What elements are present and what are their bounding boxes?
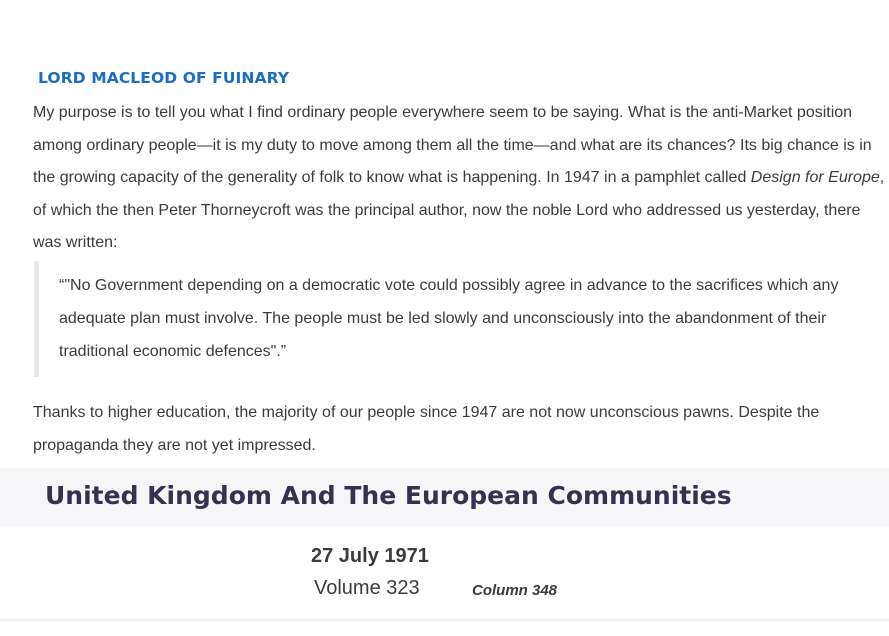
block-quote xyxy=(34,261,854,377)
contribution-paragraph-closing: Thanks to higher education, the majority of our people since 1947 are not now unconscious pawns. Despite the propaganda they are not yet impressed. xyxy=(33,404,820,454)
quote-text: “"No Government depending on a democratic vote could possibly agree in advance to the sacrifices which any adequate plan must involve. The people must be led slowly and unconsciously into the abandonment of their traditional economic defences".” xyxy=(59,277,839,360)
contribution-paragraph xyxy=(33,97,885,260)
volume-number: Volume 323 xyxy=(314,577,420,599)
paragraph-text-continued: , of which the then Peter Thorneycroft was the principal author, now the noble Lord who addressed us yesterday, there was written: xyxy=(33,169,885,251)
paragraph-text: My purpose is to tell you what I find ordinary people everywhere seem to be saying. What is the anti-Market position among ordinary people—it is my duty to move among them all the time—and what are its chances? Its big chance is in the growing capacity of the generality of folk to know what is happening. In 1947 in a pamphlet called xyxy=(33,104,872,186)
divider xyxy=(0,619,889,621)
publication-title: Design for Europe xyxy=(750,169,880,186)
column-number: Column 348 xyxy=(472,582,558,599)
sitting-date: 27 July 1971 xyxy=(311,545,429,567)
debate-title[interactable]: United Kingdom And The European Communities xyxy=(45,481,732,510)
speaker-name[interactable]: LORD MACLEOD OF FUINARY xyxy=(38,69,290,87)
